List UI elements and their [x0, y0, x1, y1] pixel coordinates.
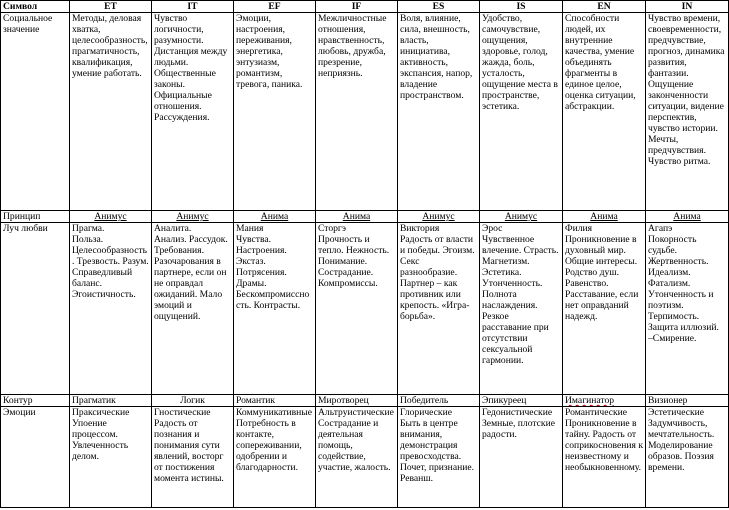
principle-cell-es: Анимус: [398, 211, 480, 223]
love-ray-cell-et: Прагма. Польза. Целесообразность. Трезвость. Разум. Справедливый баланс. Эгоистичность.: [70, 223, 152, 395]
social-meaning-cell-is: Удобство, самочувствие, ощущения, здоровье, голод, жажда, боль, усталость, ощущение места в пространстве, эстетика.: [480, 13, 563, 211]
emotions-cell-et: Праксические Упоение процессом. Увлеченность делом.: [70, 407, 152, 508]
header-cell-ef: EF: [234, 1, 316, 13]
principle-cell-en: Анима: [563, 211, 646, 223]
emotions-cell-in: Эстетические Задумчивость, мечтательность. Моделирование образов. Поэзия времени.: [646, 407, 729, 508]
social-meaning-cell-en: Способности людей, их внутренние качества, умение объединять фрагменты в единое целое, оценка ситуации, абстракции.: [563, 13, 646, 211]
contour-row: [1, 395, 729, 407]
contour-cell-in: Визионер: [646, 395, 729, 407]
principle-cell-in: Анима: [646, 211, 729, 223]
row-label-principle: Принцип: [1, 211, 70, 223]
row-label-emotions: Эмоции: [1, 407, 70, 508]
header-cell-in: IN: [646, 1, 729, 13]
love-ray-cell-it: Аналита. Анализ. Рассудок. Требования. Разочарования в партнере, если он не оправдал ожиданий. Мало эмоций и ощущений.: [152, 223, 234, 395]
emotions-cell-if: Альтруистические Сострадание и деятельная помощь, содействие, участие, жалость.: [316, 407, 398, 508]
contour-cell-es: Победитель: [398, 395, 480, 407]
love-ray-cell-es: Виктория Радость от власти и победы. Эгоизм. Секс разнообразие. Партнер – как противник или крепость. «Игра-борьба».: [398, 223, 480, 395]
contour-cell-en: Имагинатор: [563, 395, 646, 407]
principle-row: [1, 211, 729, 223]
emotions-cell-en: Романтические Проникновение в тайну. Радость от соприкосновения к неизвестному и необыкновенному.: [563, 407, 646, 508]
header-cell-en: EN: [563, 1, 646, 13]
row-label-love-ray: Луч любви: [1, 223, 70, 395]
header-cell-is: IS: [480, 1, 563, 13]
header-cell-et: ET: [70, 1, 152, 13]
header-cell-symbol: Символ: [1, 1, 70, 13]
principle-cell-et: Анимус: [70, 211, 152, 223]
social-meaning-cell-it: Чувство логичности, разумности. Дистанция между людьми. Общественные законы. Официальные отношения. Рассуждения.: [152, 13, 234, 211]
header-cell-it: IT: [152, 1, 234, 13]
header-cell-es: ES: [398, 1, 480, 13]
love-ray-cell-ef: Мания Чувства. Настроения. Экстаз. Потрясения. Драмы. Бескомпромиссность. Контрасты.: [234, 223, 316, 395]
social-meaning-cell-if: Межличностные отношения, нравственность, любовь, дружба, презрение, неприязнь.: [316, 13, 398, 211]
contour-cell-if: Миротворец: [316, 395, 398, 407]
principle-cell-is: Анимус: [480, 211, 563, 223]
contour-cell-it: Логик: [152, 395, 234, 407]
contour-cell-ef: Романтик: [234, 395, 316, 407]
social-meaning-cell-et: Методы, деловая хватка, целесообразность, прагматичность, квалификация, умение работать.: [70, 13, 152, 211]
love-ray-cell-is: Эрос Чувственное влечение. Страсть. Магнетизм. Эстетика. Утонченность. Полнота наслаждения. Резкое расставание при отсутствии сексуальной гармонии.: [480, 223, 563, 395]
principle-cell-ef: Анима: [234, 211, 316, 223]
header-row: [1, 1, 729, 13]
principle-cell-it: Анимус: [152, 211, 234, 223]
emotions-cell-it: Гностические Радость от познания и понимания сути явлений, восторг от постижения момента истины.: [152, 407, 234, 508]
love-ray-row: [1, 223, 729, 395]
emotions-cell-es: Глорические Быть в центре внимания, демонстрация превосходства. Почет, признание. Реванш.: [398, 407, 480, 508]
social-meaning-row: [1, 13, 729, 211]
love-ray-cell-in: Агапэ Покорность судьбе. Жертвенность. Идеализм. Фатализм. Утонченность и поэтизм. Терпимость. Защита иллюзий. –Смирение.: [646, 223, 729, 395]
emotions-row: [1, 407, 729, 508]
header-cell-if: IF: [316, 1, 398, 13]
emotions-cell-is: Гедонистические Земные, плотские радости.: [480, 407, 563, 508]
row-label-social-meaning: Социальное значение: [1, 13, 70, 211]
row-label-contour: Контур: [1, 395, 70, 407]
love-ray-cell-if: Сторгэ Прочность и тепло. Нежность. Понимание. Сострадание. Компромиссы.: [316, 223, 398, 395]
contour-cell-is: Эпикуреец: [480, 395, 563, 407]
emotions-cell-ef: Коммуникативные Потребность в контакте, сопереживании, одобрении и благодарности.: [234, 407, 316, 508]
love-ray-cell-en: Филия Проникновение в духовный мир. Общие интересы. Родство душ. Равенство. Расставание, если нет оправданий надежд.: [563, 223, 646, 395]
social-meaning-cell-ef: Эмоции, настроения, переживания, энергетика, энтузиазм, романтизм, тревога, паника.: [234, 13, 316, 211]
contour-cell-et: Прагматик: [70, 395, 152, 407]
social-meaning-cell-es: Воля, влияние, сила, внешность, власть, инициатива, активность, экспансия, напор, владение пространством.: [398, 13, 480, 211]
principle-cell-if: Анима: [316, 211, 398, 223]
social-meaning-cell-in: Чувство времени, своевременности, предчувствие, прогноз, динамика развития, фантазии. Ощущение законченности ситуации, видение перспектив, чувство истории. Мечты, предчувствия. Чувство ритма.: [646, 13, 729, 211]
